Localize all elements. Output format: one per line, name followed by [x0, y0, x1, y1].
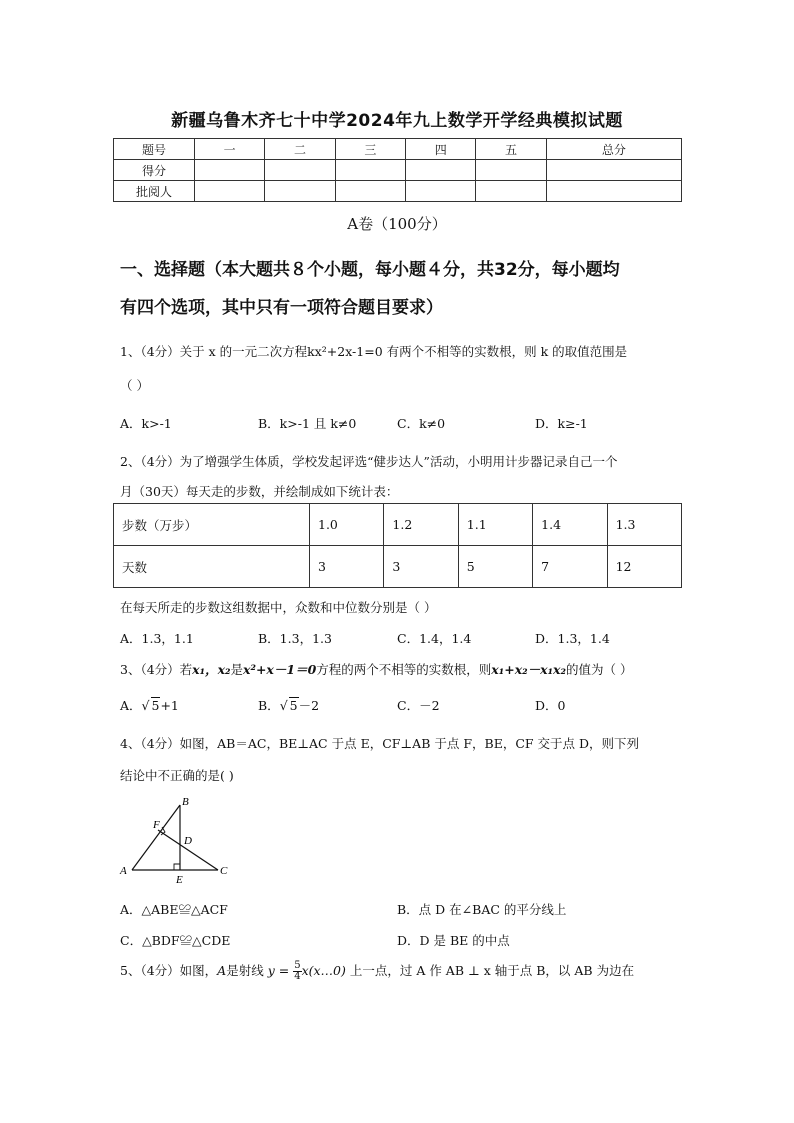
sqrt-icon: √ [141, 698, 150, 713]
table-cell: 1.3 [607, 504, 681, 546]
q5-prefix: 5、（4分）如图， [120, 963, 218, 978]
table-row [114, 181, 682, 202]
triangle-figure [118, 793, 233, 885]
q2-stem-line3: 在每天所走的步数这组数据中，众数和中位数分别是（ ） [120, 600, 437, 615]
page-title: 新疆乌鲁木齐七十中学2024年九上数学开学经典模拟试题 [171, 111, 623, 131]
table-cell: 五 [476, 139, 546, 160]
section-a-heading: A卷（100分） [347, 215, 447, 233]
table-row [114, 504, 682, 546]
q3-end: 的值为（ ） [565, 662, 633, 677]
q3-mid: 是 [230, 662, 244, 677]
score-input-cell[interactable] [476, 160, 546, 181]
score-input-cell[interactable] [335, 181, 405, 202]
label-c: C [220, 865, 228, 877]
score-table [113, 138, 682, 202]
q1-option-d[interactable]: D．k≥-1 [535, 416, 588, 431]
q1-stem-line1: 1、（4分）关于 x 的一元二次方程kx²+2x-1=0 有两个不相等的实数根，则 k 的取值范围是 [120, 344, 628, 359]
q4-option-d[interactable]: D．D 是 BE 的中点 [397, 933, 510, 948]
q1-option-c[interactable]: C．k≠0 [397, 416, 446, 431]
q5-x-cond: x(x…0) [301, 963, 346, 978]
score-input-cell[interactable] [265, 181, 335, 202]
label-b: B [182, 796, 189, 808]
table-cell: 1.0 [310, 504, 384, 546]
score-input-cell[interactable] [406, 160, 476, 181]
q5-y-eq: y = [267, 963, 290, 978]
q3-option-a-label: A． [120, 698, 142, 713]
table-cell: 得分 [114, 160, 195, 181]
q2-stem-line2: 月（30天）每天走的步数，并绘制成如下统计表： [120, 484, 399, 499]
q3-equation: x²+x－1＝0 [243, 662, 317, 677]
table-cell: 1.2 [384, 504, 458, 546]
table-cell: 1.1 [458, 504, 532, 546]
q3-option-a[interactable] [120, 696, 179, 714]
table-cell: 二 [265, 139, 335, 160]
q2-option-b[interactable]: B．1.3，1.3 [258, 631, 332, 646]
table-cell: 12 [607, 546, 681, 588]
q5-rest: 上一点，过 A 作 AB ⊥ x 轴于点 B，以 AB 为边在 [349, 963, 635, 978]
table-cell: 1.4 [533, 504, 607, 546]
q2-option-d[interactable]: D．1.3，1.4 [535, 631, 610, 646]
q2-option-a[interactable]: A．1.3，1.1 [120, 631, 194, 646]
table-cell: 批阅人 [114, 181, 195, 202]
table-cell: 题号 [114, 139, 195, 160]
table-row [114, 160, 682, 181]
q3-prefix: 3、（4分）若 [120, 662, 193, 677]
label-e: E [176, 874, 183, 885]
table-cell: 3 [310, 546, 384, 588]
q3-stem [120, 660, 632, 678]
line-ab [132, 805, 180, 870]
q1-option-b[interactable]: B．k>-1 且 k≠0 [258, 416, 357, 431]
q3-option-d[interactable]: D．0 [535, 698, 566, 713]
q3-option-b-label: B． [258, 698, 280, 713]
score-input-cell[interactable] [335, 160, 405, 181]
part1-heading-line1: 一、选择题（本大题共８个小题，每小题４分，共32分，每小题均 [120, 260, 620, 280]
table-cell: 总分 [546, 139, 681, 160]
score-input-cell[interactable] [195, 160, 265, 181]
table-cell: 三 [335, 139, 405, 160]
q4-option-a[interactable]: A．△ABE≌△ACF [120, 902, 228, 917]
table-cell: 5 [458, 546, 532, 588]
q5-frac-num: 5 [294, 960, 301, 971]
q3-option-c[interactable]: C．－2 [397, 698, 440, 713]
score-input-cell[interactable] [265, 160, 335, 181]
q2-stem-line1: 2、（4分）为了增强学生体质，学校发起评选“健步达人”活动，小明用计步器记录自己一个 [120, 454, 618, 469]
label-d: D [184, 835, 192, 847]
q3-option-b-radicand: 5 [289, 698, 298, 713]
q3-option-b-rest: －2 [298, 698, 320, 713]
table-cell: 7 [533, 546, 607, 588]
q5-point-a: A [217, 963, 227, 978]
q3-option-b[interactable] [258, 696, 319, 714]
score-input-cell[interactable] [476, 181, 546, 202]
q4-option-c[interactable]: C．△BDF≌△CDE [120, 933, 231, 948]
q4-option-b[interactable]: B．点 D 在∠BAC 的平分线上 [397, 902, 567, 917]
label-f: F [153, 819, 160, 831]
table-row [114, 546, 682, 588]
q5-frac-den: 4 [294, 971, 301, 982]
right-angle-e-icon [174, 864, 180, 870]
q3-expression: x₁+x₂－x₁x₂ [491, 662, 566, 677]
table-cell: 天数 [114, 546, 310, 588]
score-input-cell[interactable] [546, 160, 681, 181]
score-input-cell[interactable] [546, 181, 681, 202]
steps-table [113, 503, 682, 588]
label-a: A [120, 865, 127, 877]
q2-option-c[interactable]: C．1.4，1.4 [397, 631, 472, 646]
score-input-cell[interactable] [195, 181, 265, 202]
q3-option-a-radicand: 5 [151, 698, 160, 713]
table-cell: 一 [195, 139, 265, 160]
table-cell: 3 [384, 546, 458, 588]
q3-vars: x₁，x₂ [192, 662, 231, 677]
q5-stem [120, 961, 634, 982]
part1-heading-line2: 有四个选项，其中只有一项符合题目要求） [120, 298, 443, 318]
table-row [114, 139, 682, 160]
q3-option-a-rest: +1 [160, 698, 179, 713]
q1-option-a[interactable]: A．k>-1 [120, 416, 172, 431]
q5-fraction [293, 961, 301, 982]
sqrt-icon: √ [279, 698, 288, 713]
table-cell: 四 [406, 139, 476, 160]
q3-suffix: 方程的两个不相等的实数根，则 [316, 662, 492, 677]
q1-stem-line2: （ ） [120, 378, 149, 393]
q5-mid: 是射线 [226, 963, 264, 978]
q4-stem-line1: 4、（4分）如图，AB＝AC，BE⊥AC 于点 E，CF⊥AB 于点 F，BE，CF 交于点 D，则下列 [120, 736, 640, 751]
q4-stem-line2: 结论中不正确的是( ) [120, 768, 234, 783]
table-cell: 步数（万步） [114, 504, 310, 546]
score-input-cell[interactable] [406, 181, 476, 202]
